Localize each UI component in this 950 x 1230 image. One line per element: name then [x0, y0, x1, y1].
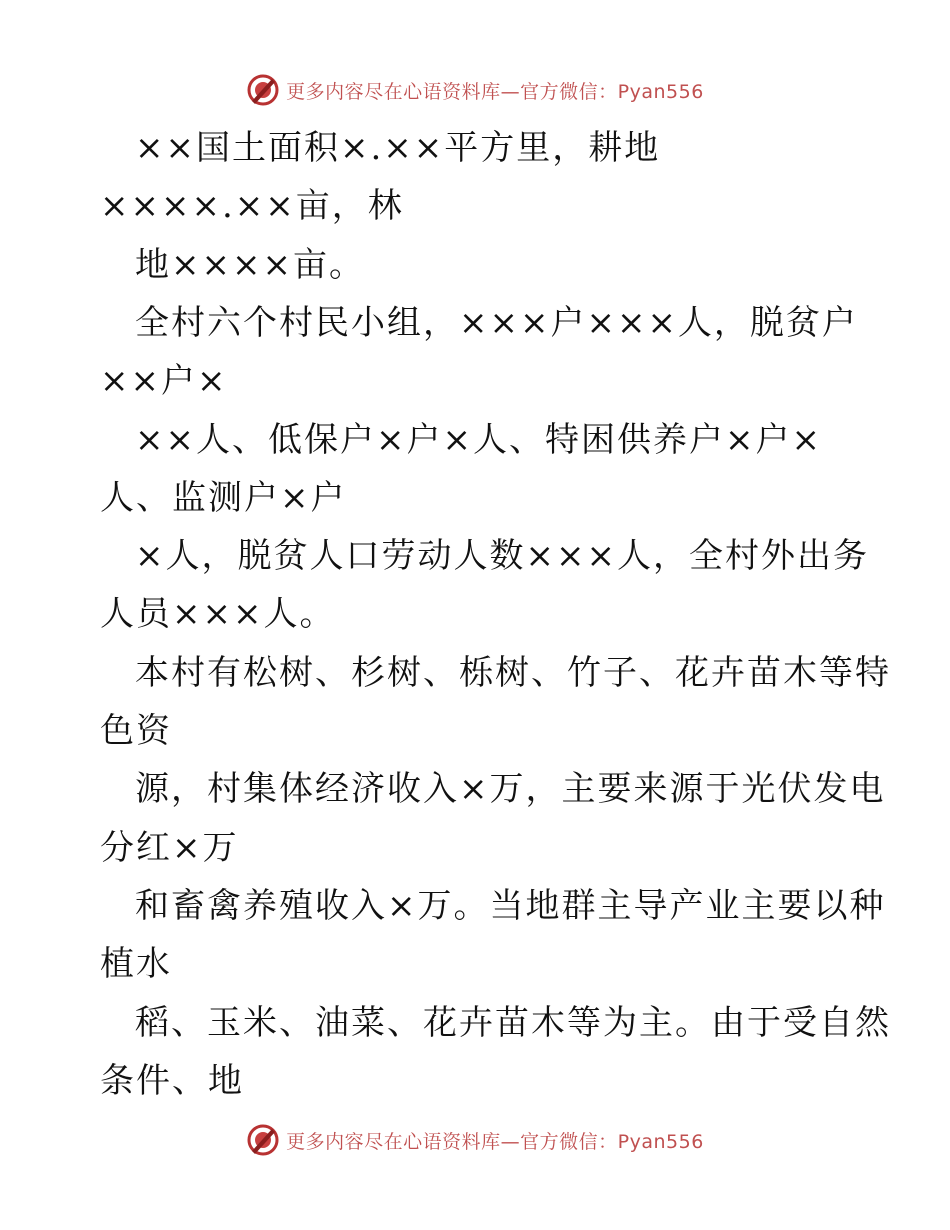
text-line: 人、监测户×户: [100, 478, 347, 518]
text-line: 源，村集体经济收入×万，主要来源于光伏发电: [135, 769, 886, 809]
watermark-text: 更多内容尽在心语资料库—官方微信：Pyan556: [286, 1130, 704, 1153]
text-line: ××人、低保户×户×人、特困供养户×户×: [135, 420, 822, 460]
watermark-text: 更多内容尽在心语资料库—官方微信：Pyan556: [286, 80, 704, 103]
text-line: 分红×万: [100, 828, 239, 868]
text-line: 稻、玉米、油菜、花卉苗木等为主。由于受自然: [135, 1003, 891, 1043]
text-line: 色资: [100, 711, 172, 751]
quill-seal-icon: [246, 73, 280, 107]
text-line: ××户×: [100, 361, 228, 401]
header-watermark: [0, 70, 950, 110]
text-line: 全村六个村民小组，×××户×××人，脱贫户: [135, 303, 858, 343]
text-line: 人员×××人。: [100, 594, 336, 634]
text-line: ××××.××亩，林: [100, 186, 404, 226]
text-line: 地××××亩。: [135, 245, 365, 285]
text-line: 植水: [100, 944, 172, 984]
text-line: ×人，脱贫人口劳动人数×××人，全村外出务: [135, 536, 869, 576]
quill-seal-icon: [246, 1123, 280, 1157]
text-line: 和畜禽养殖收入×万。当地群主导产业主要以种: [135, 886, 886, 926]
text-line: 条件、地: [100, 1061, 244, 1101]
text-line: 本村有松树、杉树、栎树、竹子、花卉苗木等特: [135, 653, 891, 693]
footer-watermark: [0, 1120, 950, 1160]
text-line: ××国土面积×.××平方里，耕地: [135, 128, 661, 168]
